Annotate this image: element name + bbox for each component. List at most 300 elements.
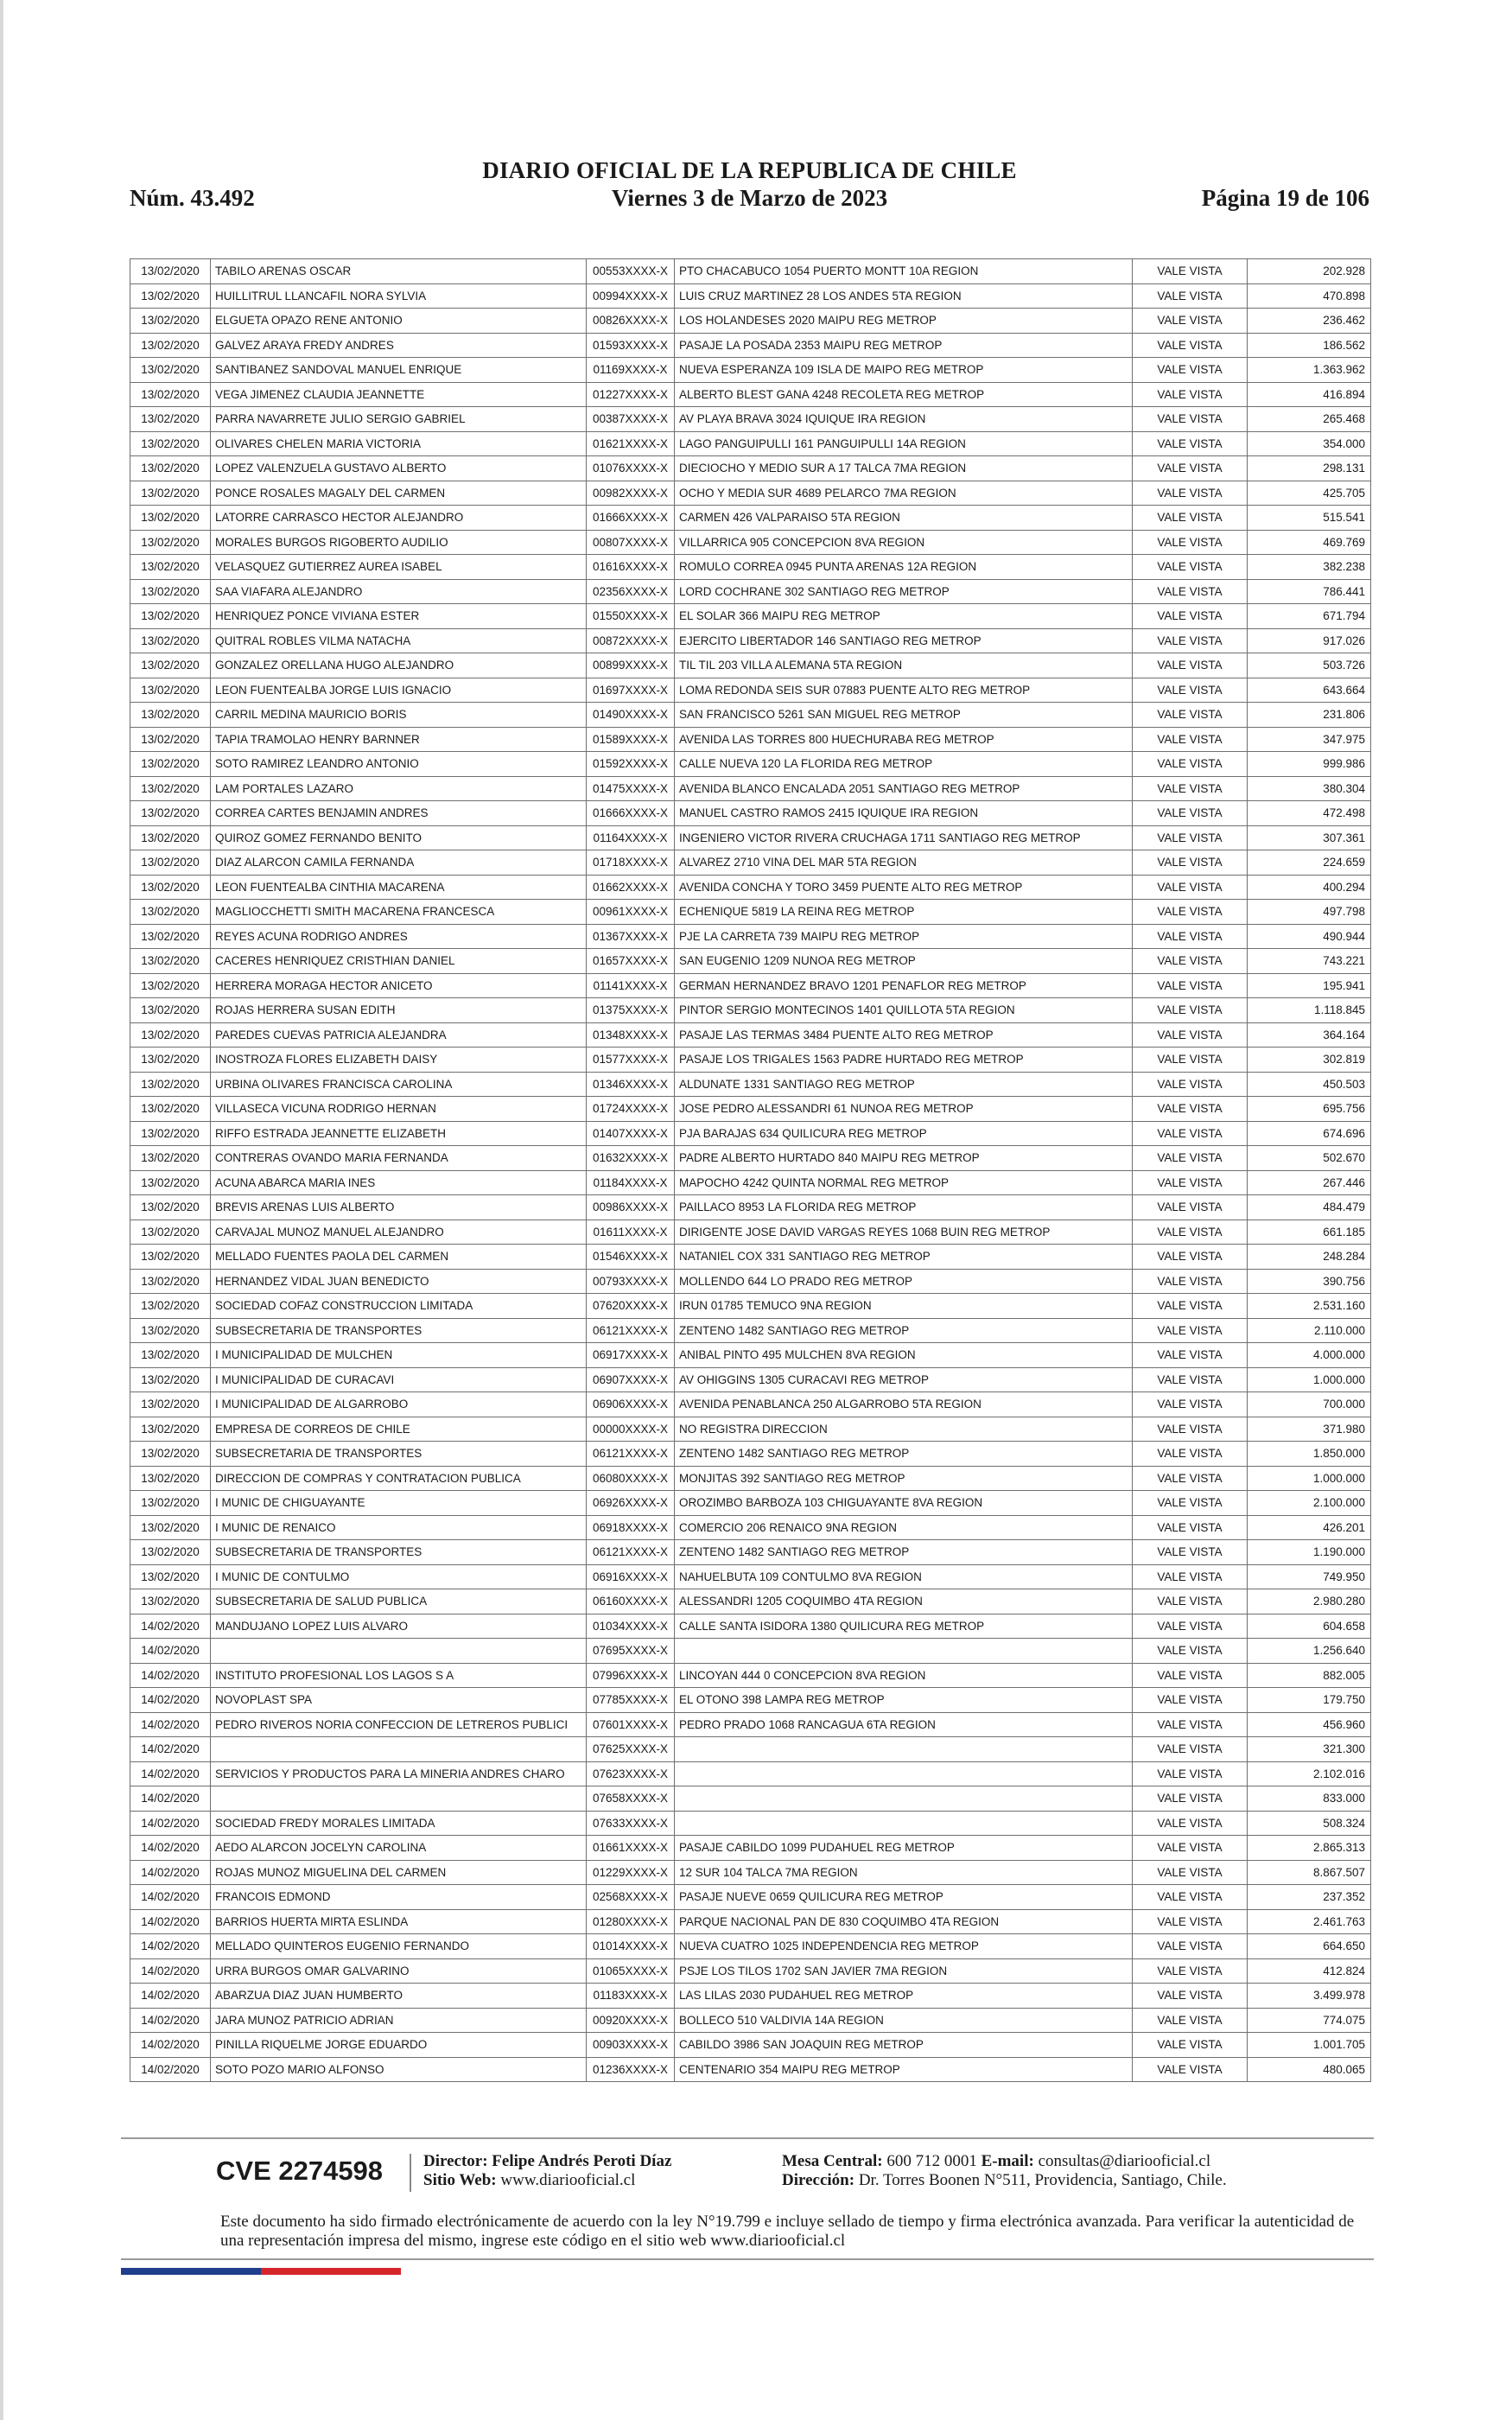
payment-type-cell: VALE VISTA	[1133, 481, 1248, 506]
amount-cell: 2.980.280	[1248, 1589, 1371, 1614]
name-cell: GONZALEZ ORELLANA HUGO ALEJANDRO	[211, 653, 587, 678]
rut-cell: 00899XXXX-X	[587, 653, 675, 678]
rut-cell: 06160XXXX-X	[587, 1589, 675, 1614]
rut-cell: 01546XXXX-X	[587, 1245, 675, 1270]
rut-cell: 01348XXXX-X	[587, 1022, 675, 1048]
date-cell: 14/02/2020	[130, 1860, 211, 1885]
payment-type-cell: VALE VISTA	[1133, 678, 1248, 703]
date-cell: 14/02/2020	[130, 1786, 211, 1812]
rut-cell: 00807XXXX-X	[587, 530, 675, 555]
payment-type-cell: VALE VISTA	[1133, 1367, 1248, 1392]
table-row	[130, 431, 1371, 456]
payment-type-cell: VALE VISTA	[1133, 875, 1248, 900]
payment-type-cell: VALE VISTA	[1133, 1540, 1248, 1565]
address-cell: ALBERTO BLEST GANA 4248 RECOLETA REG METROP	[675, 382, 1133, 407]
footer-info	[216, 2150, 1365, 2202]
amount-cell: 749.950	[1248, 1564, 1371, 1589]
payment-type-cell: VALE VISTA	[1133, 1022, 1248, 1048]
address-cell: EL OTONO 398 LAMPA REG METROP	[675, 1688, 1133, 1713]
payment-type-cell: VALE VISTA	[1133, 1934, 1248, 1959]
address-cell: COMERCIO 206 RENAICO 9NA REGION	[675, 1515, 1133, 1540]
address-cell: PARQUE NACIONAL PAN DE 830 COQUIMBO 4TA REGION	[675, 1909, 1133, 1934]
payment-type-cell: VALE VISTA	[1133, 752, 1248, 777]
rut-cell: 01718XXXX-X	[587, 850, 675, 876]
name-cell: SOCIEDAD COFAZ CONSTRUCCION LIMITADA	[211, 1294, 587, 1319]
name-cell: INSTITUTO PROFESIONAL LOS LAGOS S A	[211, 1663, 587, 1688]
rut-cell: 01014XXXX-X	[587, 1934, 675, 1959]
amount-cell: 695.756	[1248, 1097, 1371, 1122]
rut-cell: 06080XXXX-X	[587, 1466, 675, 1491]
table-row	[130, 604, 1371, 629]
rut-cell: 07601XXXX-X	[587, 1712, 675, 1737]
date-cell: 13/02/2020	[130, 1318, 211, 1343]
date-cell: 13/02/2020	[130, 358, 211, 383]
email-link[interactable]: consultas@diariooficial.cl	[1038, 2152, 1211, 2170]
date-cell: 13/02/2020	[130, 481, 211, 506]
rut-cell: 01141XXXX-X	[587, 973, 675, 998]
address-cell	[675, 1786, 1133, 1812]
date-cell: 13/02/2020	[130, 1417, 211, 1442]
payment-type-cell: VALE VISTA	[1133, 1958, 1248, 1984]
rut-cell: 00903XXXX-X	[587, 2033, 675, 2058]
director-name: Felipe Andrés Peroti Díaz	[492, 2152, 672, 2170]
rut-cell: 07620XXXX-X	[587, 1294, 675, 1319]
table-row	[130, 949, 1371, 974]
cve-code: CVE 2274598	[216, 2156, 384, 2186]
date-cell: 14/02/2020	[130, 1836, 211, 1861]
date-cell: 13/02/2020	[130, 407, 211, 432]
rut-cell: 01661XXXX-X	[587, 1836, 675, 1861]
footer-divider	[121, 2137, 1374, 2139]
address-cell: DIRIGENTE JOSE DAVID VARGAS REYES 1068 BUIN REG METROP	[675, 1220, 1133, 1245]
date-cell: 13/02/2020	[130, 1343, 211, 1368]
phone-number: 600 712 0001	[886, 2152, 977, 2170]
table-row	[130, 1909, 1371, 1934]
table-row	[130, 1245, 1371, 1270]
date-cell: 13/02/2020	[130, 1589, 211, 1614]
address-cell: LOMA REDONDA SEIS SUR 07883 PUENTE ALTO REG METROP	[675, 678, 1133, 703]
records-table-container	[130, 258, 1370, 2082]
rut-cell: 06917XXXX-X	[587, 1343, 675, 1368]
payment-type-cell: VALE VISTA	[1133, 1294, 1248, 1319]
email-label: E-mail:	[981, 2152, 1034, 2170]
address-cell: DIECIOCHO Y MEDIO SUR A 17 TALCA 7MA REGION	[675, 456, 1133, 481]
date-cell: 13/02/2020	[130, 1466, 211, 1491]
address-cell: NATANIEL COX 331 SANTIAGO REG METROP	[675, 1245, 1133, 1270]
payment-type-cell: VALE VISTA	[1133, 456, 1248, 481]
table-row	[130, 801, 1371, 826]
payment-type-cell: VALE VISTA	[1133, 1466, 1248, 1491]
address-cell: EJERCITO LIBERTADOR 146 SANTIAGO REG METROP	[675, 628, 1133, 653]
amount-cell: 186.562	[1248, 333, 1371, 358]
table-row	[130, 703, 1371, 728]
name-cell: MELLADO FUENTES PAOLA DEL CARMEN	[211, 1245, 587, 1270]
amount-cell: 426.201	[1248, 1515, 1371, 1540]
address-cell: VILLARRICA 905 CONCEPCION 8VA REGION	[675, 530, 1133, 555]
name-cell: REYES ACUNA RODRIGO ANDRES	[211, 924, 587, 949]
date-cell: 13/02/2020	[130, 727, 211, 752]
name-cell: SOCIEDAD FREDY MORALES LIMITADA	[211, 1811, 587, 1836]
flag-stripe	[121, 2268, 401, 2275]
table-row	[130, 1491, 1371, 1516]
amount-cell: 671.794	[1248, 604, 1371, 629]
table-row	[130, 1466, 1371, 1491]
name-cell: GALVEZ ARAYA FREDY ANDRES	[211, 333, 587, 358]
amount-cell: 480.065	[1248, 2057, 1371, 2082]
address-cell: PASAJE LA POSADA 2353 MAIPU REG METROP	[675, 333, 1133, 358]
name-cell: NOVOPLAST SPA	[211, 1688, 587, 1713]
payment-type-cell: VALE VISTA	[1133, 1564, 1248, 1589]
date-cell: 13/02/2020	[130, 1294, 211, 1319]
date-cell: 13/02/2020	[130, 875, 211, 900]
amount-cell: 380.304	[1248, 776, 1371, 801]
website-link[interactable]: www.diariooficial.cl	[500, 2171, 636, 2189]
amount-cell: 472.498	[1248, 801, 1371, 826]
amount-cell: 774.075	[1248, 2008, 1371, 2033]
amount-cell: 425.705	[1248, 481, 1371, 506]
address-cell	[675, 1761, 1133, 1786]
payment-type-cell: VALE VISTA	[1133, 2057, 1248, 2082]
date-cell: 13/02/2020	[130, 1072, 211, 1097]
address-cell: LAGO PANGUIPULLI 161 PANGUIPULLI 14A REGION	[675, 431, 1133, 456]
payment-type-cell: VALE VISTA	[1133, 579, 1248, 604]
payment-type-cell: VALE VISTA	[1133, 358, 1248, 383]
address-cell: ZENTENO 1482 SANTIAGO REG METROP	[675, 1318, 1133, 1343]
name-cell: I MUNICIPALIDAD DE CURACAVI	[211, 1367, 587, 1392]
rut-cell: 06926XXXX-X	[587, 1491, 675, 1516]
issue-date: Viernes 3 de Marzo de 2023	[611, 185, 888, 211]
table-row	[130, 1663, 1371, 1688]
name-cell: DIRECCION DE COMPRAS Y CONTRATACION PUBLICA	[211, 1466, 587, 1491]
payment-type-cell: VALE VISTA	[1133, 973, 1248, 998]
name-cell: PARRA NAVARRETE JULIO SERGIO GABRIEL	[211, 407, 587, 432]
payment-type-cell: VALE VISTA	[1133, 703, 1248, 728]
table-row	[130, 1269, 1371, 1294]
address-cell: PASAJE NUEVE 0659 QUILICURA REG METROP	[675, 1885, 1133, 1910]
name-cell: URRA BURGOS OMAR GALVARINO	[211, 1958, 587, 1984]
name-cell: SUBSECRETARIA DE TRANSPORTES	[211, 1540, 587, 1565]
name-cell: MELLADO QUINTEROS EUGENIO FERNANDO	[211, 1934, 587, 1959]
name-cell: VILLASECA VICUNA RODRIGO HERNAN	[211, 1097, 587, 1122]
table-row	[130, 1515, 1371, 1540]
payment-type-cell: VALE VISTA	[1133, 1761, 1248, 1786]
date-cell: 13/02/2020	[130, 1146, 211, 1171]
table-row	[130, 1761, 1371, 1786]
rut-cell: 06907XXXX-X	[587, 1367, 675, 1392]
date-cell: 13/02/2020	[130, 653, 211, 678]
payment-type-cell: VALE VISTA	[1133, 653, 1248, 678]
name-cell: INOSTROZA FLORES ELIZABETH DAISY	[211, 1048, 587, 1073]
amount-cell: 484.479	[1248, 1195, 1371, 1220]
rut-cell: 01407XXXX-X	[587, 1121, 675, 1146]
table-row	[130, 1220, 1371, 1245]
amount-cell: 347.975	[1248, 727, 1371, 752]
address-cell: LAS LILAS 2030 PUDAHUEL REG METROP	[675, 1984, 1133, 2009]
payment-type-cell: VALE VISTA	[1133, 1909, 1248, 1934]
payment-type-cell: VALE VISTA	[1133, 776, 1248, 801]
date-cell: 14/02/2020	[130, 1885, 211, 1910]
table-row	[130, 1294, 1371, 1319]
payment-type-cell: VALE VISTA	[1133, 727, 1248, 752]
date-cell: 14/02/2020	[130, 1909, 211, 1934]
payment-type-cell: VALE VISTA	[1133, 825, 1248, 850]
rut-cell: 00986XXXX-X	[587, 1195, 675, 1220]
rut-cell: 07785XXXX-X	[587, 1688, 675, 1713]
address-cell: NO REGISTRA DIRECCION	[675, 1417, 1133, 1442]
address-cell: PEDRO PRADO 1068 RANCAGUA 6TA REGION	[675, 1712, 1133, 1737]
payment-type-cell: VALE VISTA	[1133, 1343, 1248, 1368]
amount-cell: 700.000	[1248, 1392, 1371, 1417]
date-cell: 13/02/2020	[130, 1245, 211, 1270]
table-row	[130, 998, 1371, 1023]
address-cell: PASAJE LOS TRIGALES 1563 PADRE HURTADO REG METROP	[675, 1048, 1133, 1073]
payment-type-cell: VALE VISTA	[1133, 1417, 1248, 1442]
date-cell: 13/02/2020	[130, 924, 211, 949]
amount-cell: 604.658	[1248, 1614, 1371, 1639]
address-cell: MOLLENDO 644 LO PRADO REG METROP	[675, 1269, 1133, 1294]
legal-notice: Este documento ha sido firmado electrónicamente de acuerdo con la ley N°19.799 e incluye sellado de tiempo y firma electrónica avanzada. Para verificar la autenticidad de una representación impresa del mismo, ingrese este código en el sitio web www.diariooficial.cl	[220, 2213, 1355, 2250]
date-cell: 13/02/2020	[130, 703, 211, 728]
amount-cell: 248.284	[1248, 1245, 1371, 1270]
rut-cell: 00961XXXX-X	[587, 900, 675, 925]
table-row	[130, 752, 1371, 777]
issue-number: Núm. 43.492	[130, 185, 255, 211]
table-row	[130, 506, 1371, 531]
name-cell: LATORRE CARRASCO HECTOR ALEJANDRO	[211, 506, 587, 531]
date-cell: 13/02/2020	[130, 309, 211, 334]
contact-block	[782, 2152, 1227, 2190]
records-table	[130, 258, 1371, 2082]
rut-cell: 07625XXXX-X	[587, 1737, 675, 1762]
date-cell: 13/02/2020	[130, 776, 211, 801]
payment-type-cell: VALE VISTA	[1133, 1442, 1248, 1467]
payment-type-cell: VALE VISTA	[1133, 1491, 1248, 1516]
amount-cell: 2.865.313	[1248, 1836, 1371, 1861]
rut-cell: 01227XXXX-X	[587, 382, 675, 407]
rut-cell: 01577XXXX-X	[587, 1048, 675, 1073]
rut-cell: 01593XXXX-X	[587, 333, 675, 358]
amount-cell: 307.361	[1248, 825, 1371, 850]
amount-cell: 2.110.000	[1248, 1318, 1371, 1343]
address-cell: MANUEL CASTRO RAMOS 2415 IQUIQUE IRA REGION	[675, 801, 1133, 826]
table-row	[130, 678, 1371, 703]
amount-cell: 743.221	[1248, 949, 1371, 974]
date-cell: 13/02/2020	[130, 333, 211, 358]
name-cell: ABARZUA DIAZ JUAN HUMBERTO	[211, 1984, 587, 2009]
address-cell: NAHUELBUTA 109 CONTULMO 8VA REGION	[675, 1564, 1133, 1589]
amount-cell: 490.944	[1248, 924, 1371, 949]
date-cell: 13/02/2020	[130, 1220, 211, 1245]
flag-red-segment	[261, 2268, 401, 2275]
date-cell: 14/02/2020	[130, 1737, 211, 1762]
name-cell: SUBSECRETARIA DE SALUD PUBLICA	[211, 1589, 587, 1614]
table-row	[130, 1564, 1371, 1589]
name-cell: I MUNICIPALIDAD DE ALGARROBO	[211, 1392, 587, 1417]
amount-cell: 999.986	[1248, 752, 1371, 777]
rut-cell: 01697XXXX-X	[587, 678, 675, 703]
address-cell: LINCOYAN 444 0 CONCEPCION 8VA REGION	[675, 1663, 1133, 1688]
address-cell: LUIS CRUZ MARTINEZ 28 LOS ANDES 5TA REGION	[675, 283, 1133, 309]
amount-cell: 1.118.845	[1248, 998, 1371, 1023]
payment-type-cell: VALE VISTA	[1133, 283, 1248, 309]
table-row	[130, 1934, 1371, 1959]
amount-cell: 224.659	[1248, 850, 1371, 876]
name-cell: VELASQUEZ GUTIERREZ AUREA ISABEL	[211, 555, 587, 580]
table-row	[130, 2008, 1371, 2033]
table-row	[130, 456, 1371, 481]
payment-type-cell: VALE VISTA	[1133, 1639, 1248, 1664]
rut-cell: 00826XXXX-X	[587, 309, 675, 334]
payment-type-cell: VALE VISTA	[1133, 1245, 1248, 1270]
amount-cell: 1.000.000	[1248, 1466, 1371, 1491]
payment-type-cell: VALE VISTA	[1133, 1786, 1248, 1812]
address-cell: PSJE LOS TILOS 1702 SAN JAVIER 7MA REGION	[675, 1958, 1133, 1984]
table-row	[130, 579, 1371, 604]
date-cell: 13/02/2020	[130, 1564, 211, 1589]
payment-type-cell: VALE VISTA	[1133, 1072, 1248, 1097]
amount-cell: 1.190.000	[1248, 1540, 1371, 1565]
rut-cell: 01034XXXX-X	[587, 1614, 675, 1639]
table-row	[130, 481, 1371, 506]
rut-cell: 00793XXXX-X	[587, 1269, 675, 1294]
rut-cell: 07633XXXX-X	[587, 1811, 675, 1836]
amount-cell: 8.867.507	[1248, 1860, 1371, 1885]
table-row	[130, 875, 1371, 900]
date-cell: 14/02/2020	[130, 1811, 211, 1836]
address-cell: ZENTENO 1482 SANTIAGO REG METROP	[675, 1540, 1133, 1565]
name-cell: TABILO ARENAS OSCAR	[211, 259, 587, 284]
amount-cell: 2.531.160	[1248, 1294, 1371, 1319]
name-cell: ROJAS HERRERA SUSAN EDITH	[211, 998, 587, 1023]
date-cell: 13/02/2020	[130, 456, 211, 481]
date-cell: 13/02/2020	[130, 1170, 211, 1195]
name-cell	[211, 1737, 587, 1762]
table-row	[130, 1885, 1371, 1910]
name-cell: CARRIL MEDINA MAURICIO BORIS	[211, 703, 587, 728]
payment-type-cell: VALE VISTA	[1133, 1860, 1248, 1885]
name-cell: QUITRAL ROBLES VILMA NATACHA	[211, 628, 587, 653]
date-cell: 14/02/2020	[130, 2008, 211, 2033]
amount-cell: 195.941	[1248, 973, 1371, 998]
table-row	[130, 1836, 1371, 1861]
date-cell: 13/02/2020	[130, 1367, 211, 1392]
rut-cell: 01490XXXX-X	[587, 703, 675, 728]
table-row	[130, 1712, 1371, 1737]
address-cell: IRUN 01785 TEMUCO 9NA REGION	[675, 1294, 1133, 1319]
amount-cell: 450.503	[1248, 1072, 1371, 1097]
amount-cell: 265.468	[1248, 407, 1371, 432]
date-cell: 14/02/2020	[130, 1639, 211, 1664]
address-cell: ECHENIQUE 5819 LA REINA REG METROP	[675, 900, 1133, 925]
name-cell: TAPIA TRAMOLAO HENRY BARNNER	[211, 727, 587, 752]
payment-type-cell: VALE VISTA	[1133, 1885, 1248, 1910]
address-cell: SAN FRANCISCO 5261 SAN MIGUEL REG METROP	[675, 703, 1133, 728]
table-row	[130, 776, 1371, 801]
rut-cell: 01076XXXX-X	[587, 456, 675, 481]
rut-cell: 01592XXXX-X	[587, 752, 675, 777]
payment-type-cell: VALE VISTA	[1133, 1836, 1248, 1861]
address-cell: LOS HOLANDESES 2020 MAIPU REG METROP	[675, 309, 1133, 334]
address-cell: PJE LA CARRETA 739 MAIPU REG METROP	[675, 924, 1133, 949]
date-cell: 13/02/2020	[130, 1540, 211, 1565]
date-cell: 13/02/2020	[130, 382, 211, 407]
rut-cell: 01666XXXX-X	[587, 506, 675, 531]
date-cell: 13/02/2020	[130, 801, 211, 826]
page-number: Página 19 de 106	[1201, 185, 1369, 211]
rut-cell: 01236XXXX-X	[587, 2057, 675, 2082]
payment-type-cell: VALE VISTA	[1133, 1688, 1248, 1713]
table-row	[130, 555, 1371, 580]
amount-cell: 3.499.978	[1248, 1984, 1371, 2009]
address-cell: PADRE ALBERTO HURTADO 840 MAIPU REG METROP	[675, 1146, 1133, 1171]
address-cell: AVENIDA LAS TORRES 800 HUECHURABA REG METROP	[675, 727, 1133, 752]
name-cell: SOTO POZO MARIO ALFONSO	[211, 2057, 587, 2082]
amount-cell: 416.894	[1248, 382, 1371, 407]
payment-type-cell: VALE VISTA	[1133, 259, 1248, 284]
amount-cell: 231.806	[1248, 703, 1371, 728]
address-cell: NUEVA ESPERANZA 109 ISLA DE MAIPO REG METROP	[675, 358, 1133, 383]
payment-type-cell: VALE VISTA	[1133, 2008, 1248, 2033]
legal-divider	[121, 2258, 1374, 2260]
address-cell: CARMEN 426 VALPARAISO 5TA REGION	[675, 506, 1133, 531]
table-row	[130, 1195, 1371, 1220]
date-cell: 13/02/2020	[130, 530, 211, 555]
table-row	[130, 1442, 1371, 1467]
address-cell: NUEVA CUATRO 1025 INDEPENDENCIA REG METROP	[675, 1934, 1133, 1959]
amount-cell: 833.000	[1248, 1786, 1371, 1812]
table-row	[130, 1786, 1371, 1812]
date-cell: 13/02/2020	[130, 825, 211, 850]
date-cell: 13/02/2020	[130, 431, 211, 456]
payment-type-cell: VALE VISTA	[1133, 382, 1248, 407]
date-cell: 14/02/2020	[130, 1958, 211, 1984]
records-table-body	[130, 259, 1371, 2082]
rut-cell: 00872XXXX-X	[587, 628, 675, 653]
rut-cell: 01616XXXX-X	[587, 555, 675, 580]
payment-type-cell: VALE VISTA	[1133, 1737, 1248, 1762]
amount-cell: 664.650	[1248, 1934, 1371, 1959]
date-cell: 13/02/2020	[130, 1491, 211, 1516]
rut-cell: 01662XXXX-X	[587, 875, 675, 900]
table-row	[130, 530, 1371, 555]
name-cell: SUBSECRETARIA DE TRANSPORTES	[211, 1318, 587, 1343]
name-cell	[211, 1639, 587, 1664]
name-cell: ACUNA ABARCA MARIA INES	[211, 1170, 587, 1195]
rut-cell: 01475XXXX-X	[587, 776, 675, 801]
name-cell: URBINA OLIVARES FRANCISCA CAROLINA	[211, 1072, 587, 1097]
amount-cell: 364.164	[1248, 1022, 1371, 1048]
address-cell: ALESSANDRI 1205 COQUIMBO 4TA REGION	[675, 1589, 1133, 1614]
address-cell: AVENIDA BLANCO ENCALADA 2051 SANTIAGO REG METROP	[675, 776, 1133, 801]
table-row	[130, 850, 1371, 876]
amount-cell: 643.664	[1248, 678, 1371, 703]
payment-type-cell: VALE VISTA	[1133, 333, 1248, 358]
address-cell: AVENIDA CONCHA Y TORO 3459 PUENTE ALTO REG METROP	[675, 875, 1133, 900]
rut-cell: 01346XXXX-X	[587, 1072, 675, 1097]
table-row	[130, 900, 1371, 925]
date-cell: 14/02/2020	[130, 1688, 211, 1713]
name-cell: ROJAS MUNOZ MIGUELINA DEL CARMEN	[211, 1860, 587, 1885]
date-cell: 13/02/2020	[130, 283, 211, 309]
date-cell: 13/02/2020	[130, 1392, 211, 1417]
name-cell: I MUNIC DE CONTULMO	[211, 1564, 587, 1589]
payment-type-cell: VALE VISTA	[1133, 1269, 1248, 1294]
date-cell: 13/02/2020	[130, 628, 211, 653]
table-row	[130, 1589, 1371, 1614]
name-cell: HERRERA MORAGA HECTOR ANICETO	[211, 973, 587, 998]
table-row	[130, 2033, 1371, 2058]
name-cell: SUBSECRETARIA DE TRANSPORTES	[211, 1442, 587, 1467]
